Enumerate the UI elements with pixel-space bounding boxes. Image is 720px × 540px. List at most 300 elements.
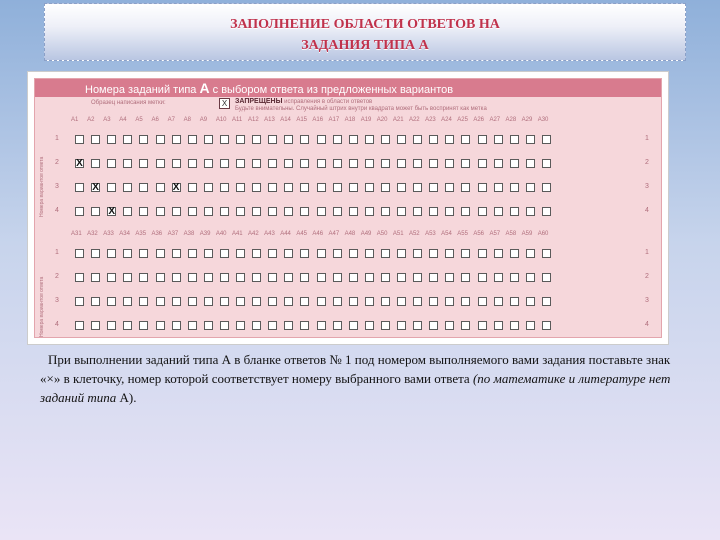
answer-checkbox[interactable] [510, 273, 519, 282]
answer-checkbox[interactable] [236, 297, 245, 306]
answer-checkbox[interactable] [284, 273, 293, 282]
task-code: A19 [360, 117, 372, 123]
answer-checkbox[interactable] [107, 249, 116, 258]
answer-checkbox[interactable] [542, 321, 551, 330]
task-code: A8 [183, 117, 191, 123]
task-code: A5 [135, 117, 143, 123]
answer-checkbox[interactable] [461, 183, 470, 192]
answer-checkbox[interactable] [349, 159, 358, 168]
answer-checkbox[interactable] [204, 249, 213, 258]
answer-checkbox[interactable] [445, 159, 454, 168]
answer-checkbox[interactable] [413, 249, 422, 258]
answer-checkbox[interactable] [429, 207, 438, 216]
answer-checkbox[interactable] [268, 183, 277, 192]
answer-checkbox[interactable] [445, 297, 454, 306]
answer-checkbox[interactable] [478, 249, 487, 258]
answer-checkbox[interactable] [349, 273, 358, 282]
answer-checkbox[interactable] [156, 159, 165, 168]
answer-checkbox[interactable] [204, 321, 213, 330]
answer-checkbox[interactable] [236, 183, 245, 192]
answer-checkbox[interactable] [542, 249, 551, 258]
answer-checkbox[interactable] [204, 135, 213, 144]
answer-checkbox[interactable] [91, 273, 100, 282]
answer-checkbox[interactable] [365, 297, 374, 306]
answer-checkbox[interactable] [284, 183, 293, 192]
answer-checkbox[interactable] [107, 321, 116, 330]
answer-checkbox[interactable] [300, 159, 309, 168]
answer-checkbox[interactable] [494, 273, 503, 282]
answer-checkbox[interactable] [317, 159, 326, 168]
answer-checkbox[interactable] [172, 135, 181, 144]
answer-checkbox[interactable] [494, 159, 503, 168]
answer-checkbox[interactable] [365, 183, 374, 192]
answer-checkbox[interactable] [365, 159, 374, 168]
answer-checkbox[interactable] [461, 207, 470, 216]
answer-checkbox[interactable] [494, 321, 503, 330]
answer-checkbox[interactable] [252, 273, 261, 282]
answer-checkbox[interactable] [107, 159, 116, 168]
answer-checkbox[interactable] [300, 321, 309, 330]
answer-checkbox[interactable] [542, 207, 551, 216]
answer-checkbox[interactable] [413, 297, 422, 306]
answer-checkbox[interactable] [445, 207, 454, 216]
task-code: A48 [344, 231, 356, 237]
task-code: A60 [537, 231, 549, 237]
answer-checkbox[interactable] [349, 207, 358, 216]
answer-checkbox[interactable] [188, 321, 197, 330]
answer-checkbox[interactable] [107, 297, 116, 306]
answer-checkbox[interactable] [542, 159, 551, 168]
answer-checkbox[interactable] [91, 249, 100, 258]
task-code: A18 [344, 117, 356, 123]
task-code: A33 [103, 231, 114, 237]
answer-checkbox[interactable] [397, 135, 406, 144]
answer-checkbox[interactable] [172, 159, 181, 168]
answer-checkbox[interactable] [204, 297, 213, 306]
answer-checkbox[interactable]: X [108, 206, 116, 217]
answer-checkbox[interactable] [494, 249, 503, 258]
answer-checkbox[interactable] [156, 321, 165, 330]
sample-label: Образец написания метки: [91, 100, 166, 106]
answer-checkbox[interactable] [75, 207, 84, 216]
task-code: A34 [119, 231, 130, 237]
answer-checkbox[interactable] [413, 207, 422, 216]
answer-checkbox[interactable] [526, 249, 535, 258]
answer-checkbox[interactable] [123, 321, 132, 330]
row-number-right: 3 [645, 297, 649, 304]
answer-checkbox[interactable] [123, 297, 132, 306]
answer-checkbox[interactable] [478, 135, 487, 144]
answer-checkbox[interactable] [526, 297, 535, 306]
answer-checkbox[interactable] [526, 183, 535, 192]
answer-checkbox[interactable] [300, 183, 309, 192]
answer-checkbox[interactable] [204, 207, 213, 216]
answer-checkbox[interactable] [220, 249, 229, 258]
answer-checkbox[interactable] [349, 297, 358, 306]
answer-checkbox[interactable] [300, 297, 309, 306]
answer-checkbox[interactable] [252, 183, 261, 192]
answer-checkbox[interactable] [91, 135, 100, 144]
answer-checkbox[interactable] [381, 249, 390, 258]
answer-checkbox[interactable] [365, 207, 374, 216]
answer-checkbox[interactable] [445, 183, 454, 192]
answer-checkbox[interactable] [139, 273, 148, 282]
answer-checkbox[interactable] [478, 297, 487, 306]
answer-checkbox[interactable] [478, 159, 487, 168]
answer-checkbox[interactable]: X [92, 182, 99, 193]
title-line-2: ЗАДАНИЯ ТИПА А [301, 38, 429, 53]
answer-checkbox[interactable] [510, 135, 519, 144]
answer-checkbox[interactable] [333, 321, 342, 330]
task-code: A6 [151, 117, 159, 123]
answer-checkbox[interactable] [107, 273, 116, 282]
row-number: 1 [55, 249, 59, 256]
answer-checkbox[interactable] [188, 207, 197, 216]
answer-checkbox[interactable] [188, 297, 197, 306]
answer-checkbox[interactable] [365, 249, 374, 258]
answer-checkbox[interactable] [413, 135, 422, 144]
answer-checkbox[interactable] [268, 297, 277, 306]
answer-checkbox[interactable] [333, 249, 342, 258]
answer-checkbox[interactable] [526, 273, 535, 282]
answer-checkbox[interactable] [317, 321, 326, 330]
task-code: A14 [280, 117, 291, 123]
answer-checkbox[interactable] [397, 321, 406, 330]
answer-checkbox[interactable] [188, 135, 197, 144]
answer-checkbox[interactable] [494, 135, 503, 144]
answer-checkbox[interactable] [300, 249, 309, 258]
task-code: A11 [231, 117, 243, 123]
answer-checkbox[interactable] [445, 249, 454, 258]
answer-checkbox[interactable] [252, 207, 261, 216]
task-code: A41 [231, 231, 243, 237]
answer-checkbox[interactable] [172, 207, 181, 216]
answer-checkbox[interactable] [220, 273, 229, 282]
task-code: A51 [392, 231, 404, 237]
answer-checkbox[interactable] [268, 207, 277, 216]
answer-checkbox[interactable] [123, 207, 132, 216]
answer-checkbox[interactable] [284, 321, 293, 330]
answer-checkbox[interactable] [445, 135, 454, 144]
answer-checkbox[interactable] [333, 207, 342, 216]
row-number-right: 4 [645, 207, 649, 214]
answer-checkbox[interactable] [252, 321, 261, 330]
answer-checkbox[interactable] [461, 273, 470, 282]
task-code: A26 [473, 117, 485, 123]
task-code: A9 [199, 117, 208, 123]
answer-checkbox[interactable] [413, 273, 422, 282]
answer-checkbox[interactable] [75, 297, 84, 306]
answer-checkbox[interactable] [284, 297, 293, 306]
answer-checkbox[interactable] [478, 321, 487, 330]
answer-checkbox[interactable] [139, 135, 148, 144]
answer-checkbox[interactable] [188, 159, 197, 168]
answer-checkbox[interactable] [494, 297, 503, 306]
answer-checkbox[interactable] [75, 183, 84, 192]
row-number: 2 [55, 273, 59, 280]
answer-checkbox[interactable] [510, 321, 519, 330]
answer-checkbox[interactable] [268, 159, 277, 168]
task-code: A27 [489, 117, 501, 123]
answer-checkbox[interactable] [317, 297, 326, 306]
answer-checkbox[interactable] [429, 183, 438, 192]
answer-checkbox[interactable] [461, 159, 470, 168]
answer-checkbox[interactable] [526, 321, 535, 330]
task-code: A52 [408, 231, 420, 237]
side-label-top: Номера вариантов ответа [39, 156, 45, 217]
answer-checkbox[interactable] [333, 273, 342, 282]
task-code: A58 [505, 231, 517, 237]
answer-checkbox[interactable] [220, 135, 229, 144]
answer-checkbox[interactable] [156, 183, 165, 192]
task-code: A4 [119, 117, 127, 123]
answer-checkbox[interactable] [236, 135, 245, 144]
answer-checkbox[interactable] [381, 273, 390, 282]
answer-checkbox[interactable] [461, 135, 470, 144]
answer-checkbox[interactable] [397, 297, 406, 306]
answer-checkbox[interactable] [542, 183, 551, 192]
answer-checkbox[interactable] [91, 297, 100, 306]
answer-checkbox[interactable] [268, 273, 277, 282]
row-number: 2 [55, 159, 59, 166]
answer-checkbox[interactable] [188, 183, 197, 192]
instruction-tail: А). [116, 390, 137, 405]
answer-checkbox[interactable] [510, 207, 519, 216]
task-code: A25 [457, 117, 468, 123]
row-number-right: 1 [645, 249, 649, 256]
answer-checkbox[interactable] [300, 273, 309, 282]
answer-checkbox[interactable] [461, 321, 470, 330]
answer-checkbox[interactable] [429, 249, 438, 258]
answer-checkbox[interactable] [236, 207, 245, 216]
answer-checkbox[interactable] [123, 273, 132, 282]
answer-checkbox[interactable] [188, 249, 197, 258]
slide-title [44, 3, 686, 61]
warning-line-2: Будьте внимательны. Случайный штрих внутри квадрата может быть воспринят как метка [235, 106, 487, 112]
answer-checkbox[interactable] [510, 297, 519, 306]
answer-checkbox[interactable] [429, 273, 438, 282]
form-header [35, 79, 661, 97]
answer-checkbox[interactable] [510, 159, 519, 168]
answer-checkbox[interactable] [317, 273, 326, 282]
answer-checkbox[interactable] [284, 249, 293, 258]
answer-checkbox[interactable] [317, 249, 326, 258]
answer-checkbox[interactable] [75, 135, 84, 144]
answer-checkbox[interactable] [123, 135, 132, 144]
answer-checkbox[interactable] [445, 321, 454, 330]
answer-checkbox[interactable] [75, 321, 84, 330]
answer-checkbox[interactable] [510, 183, 519, 192]
answer-checkbox[interactable] [478, 273, 487, 282]
answer-checkbox[interactable] [91, 321, 100, 330]
row-number: 4 [55, 321, 59, 328]
answer-checkbox[interactable] [349, 321, 358, 330]
answer-checkbox[interactable] [252, 135, 261, 144]
answer-checkbox[interactable] [268, 321, 277, 330]
answer-checkbox[interactable] [156, 249, 165, 258]
answer-checkbox[interactable] [172, 249, 181, 258]
answer-checkbox[interactable]: X [172, 182, 180, 193]
answer-checkbox[interactable] [413, 321, 422, 330]
answer-checkbox[interactable] [139, 207, 148, 216]
task-code: A57 [489, 231, 501, 237]
answer-checkbox[interactable] [156, 207, 165, 216]
answer-checkbox[interactable] [317, 183, 326, 192]
answer-checkbox[interactable] [413, 183, 422, 192]
answer-checkbox[interactable] [510, 249, 519, 258]
answer-checkbox[interactable] [429, 321, 438, 330]
answer-checkbox[interactable] [478, 207, 487, 216]
row-number: 3 [55, 183, 59, 190]
answer-checkbox[interactable] [220, 297, 229, 306]
instruction-text [40, 350, 680, 407]
answer-checkbox[interactable] [413, 159, 422, 168]
answer-checkbox[interactable] [284, 207, 293, 216]
answer-checkbox[interactable] [204, 183, 213, 192]
answer-checkbox[interactable] [397, 273, 406, 282]
answer-checkbox[interactable] [107, 135, 116, 144]
task-code: A38 [183, 231, 195, 237]
answer-checkbox[interactable] [381, 135, 390, 144]
answer-checkbox[interactable] [204, 159, 213, 168]
answer-checkbox[interactable] [461, 249, 470, 258]
answer-checkbox[interactable] [526, 207, 535, 216]
answer-checkbox[interactable] [75, 273, 84, 282]
answer-checkbox[interactable] [333, 135, 342, 144]
answer-checkbox[interactable] [333, 159, 342, 168]
answer-checkbox[interactable] [139, 297, 148, 306]
answer-sheet [34, 78, 662, 338]
task-code: A21 [392, 117, 404, 123]
answer-checkbox[interactable] [461, 297, 470, 306]
answer-checkbox[interactable] [204, 273, 213, 282]
answer-checkbox[interactable] [365, 321, 374, 330]
answer-checkbox[interactable] [139, 321, 148, 330]
answer-checkbox[interactable] [397, 207, 406, 216]
answer-checkbox[interactable] [284, 135, 293, 144]
answer-checkbox[interactable] [397, 249, 406, 258]
answer-checkbox[interactable] [445, 273, 454, 282]
task-code: A59 [521, 231, 533, 237]
answer-checkbox[interactable] [75, 249, 84, 258]
answer-checkbox[interactable] [317, 135, 326, 144]
answer-checkbox[interactable] [220, 207, 229, 216]
answer-checkbox[interactable]: X [76, 158, 83, 169]
answer-checkbox[interactable] [526, 135, 535, 144]
answer-checkbox[interactable] [349, 183, 358, 192]
answer-checkbox[interactable] [542, 135, 551, 144]
answer-checkbox[interactable] [236, 159, 245, 168]
task-codes-row [71, 117, 554, 123]
answer-checkbox[interactable] [429, 159, 438, 168]
answer-checkbox[interactable] [220, 321, 229, 330]
answer-checkbox[interactable] [381, 207, 390, 216]
answer-checkbox[interactable] [429, 135, 438, 144]
answer-checkbox[interactable] [397, 159, 406, 168]
answer-checkbox[interactable] [172, 273, 181, 282]
answer-checkbox[interactable] [381, 321, 390, 330]
answer-checkbox[interactable] [317, 207, 326, 216]
answer-checkbox[interactable] [268, 135, 277, 144]
task-code: A54 [441, 231, 452, 237]
task-code: A23 [425, 117, 436, 123]
task-code: A1 [71, 117, 79, 123]
answer-checkbox[interactable] [381, 183, 390, 192]
answer-checkbox[interactable] [349, 135, 358, 144]
answer-checkbox[interactable] [236, 249, 245, 258]
answer-checkbox[interactable] [139, 159, 148, 168]
task-code: A44 [280, 231, 291, 237]
answer-checkbox[interactable] [268, 249, 277, 258]
task-code: A15 [296, 117, 307, 123]
answer-checkbox[interactable] [252, 159, 261, 168]
answer-checkbox[interactable] [333, 297, 342, 306]
task-code: A16 [312, 117, 324, 123]
side-label-bottom: Номера вариантов ответа [39, 276, 45, 337]
answer-checkbox[interactable] [220, 183, 229, 192]
task-code: A40 [215, 231, 227, 237]
answer-checkbox[interactable] [284, 159, 293, 168]
answer-checkbox[interactable] [156, 297, 165, 306]
task-code: A7 [167, 117, 175, 123]
row-number-right: 2 [645, 159, 649, 166]
answer-checkbox[interactable] [107, 183, 116, 192]
task-code: A12 [248, 117, 259, 123]
answer-checkbox[interactable] [333, 183, 342, 192]
answer-checkbox[interactable] [300, 207, 309, 216]
answer-checkbox[interactable] [397, 183, 406, 192]
answer-checkbox[interactable] [172, 297, 181, 306]
answer-checkbox[interactable] [300, 135, 309, 144]
task-code: A47 [328, 231, 340, 237]
task-code: A31 [71, 231, 82, 237]
task-code: A32 [87, 231, 98, 237]
answer-checkbox[interactable] [91, 207, 100, 216]
answer-checkbox[interactable] [429, 297, 438, 306]
answer-checkbox[interactable] [381, 297, 390, 306]
answer-checkbox[interactable] [494, 183, 503, 192]
answer-checkbox[interactable] [220, 159, 229, 168]
answer-checkbox[interactable] [188, 273, 197, 282]
answer-checkbox[interactable] [236, 273, 245, 282]
answer-checkbox[interactable] [494, 207, 503, 216]
answer-checkbox[interactable] [252, 249, 261, 258]
answer-checkbox[interactable] [156, 135, 165, 144]
answer-checkbox[interactable] [381, 159, 390, 168]
answer-checkbox[interactable] [156, 273, 165, 282]
answer-checkbox[interactable] [526, 159, 535, 168]
answer-checkbox[interactable] [542, 273, 551, 282]
answer-checkbox[interactable] [123, 183, 132, 192]
answer-checkbox[interactable] [139, 183, 148, 192]
header-text: Номера заданий типа [85, 84, 200, 96]
answer-checkbox[interactable] [542, 297, 551, 306]
answer-checkbox[interactable] [478, 183, 487, 192]
answer-checkbox[interactable] [123, 159, 132, 168]
answer-checkbox[interactable] [365, 135, 374, 144]
answer-checkbox[interactable] [172, 321, 181, 330]
answer-checkbox[interactable] [123, 249, 132, 258]
row-number: 1 [55, 135, 59, 142]
answer-checkbox[interactable] [349, 249, 358, 258]
answer-checkbox[interactable] [365, 273, 374, 282]
task-code: A50 [376, 231, 388, 237]
answer-checkbox[interactable] [91, 159, 100, 168]
answer-checkbox[interactable] [252, 297, 261, 306]
task-code: A39 [199, 231, 211, 237]
answer-checkbox[interactable] [139, 249, 148, 258]
answer-checkbox[interactable] [236, 321, 245, 330]
